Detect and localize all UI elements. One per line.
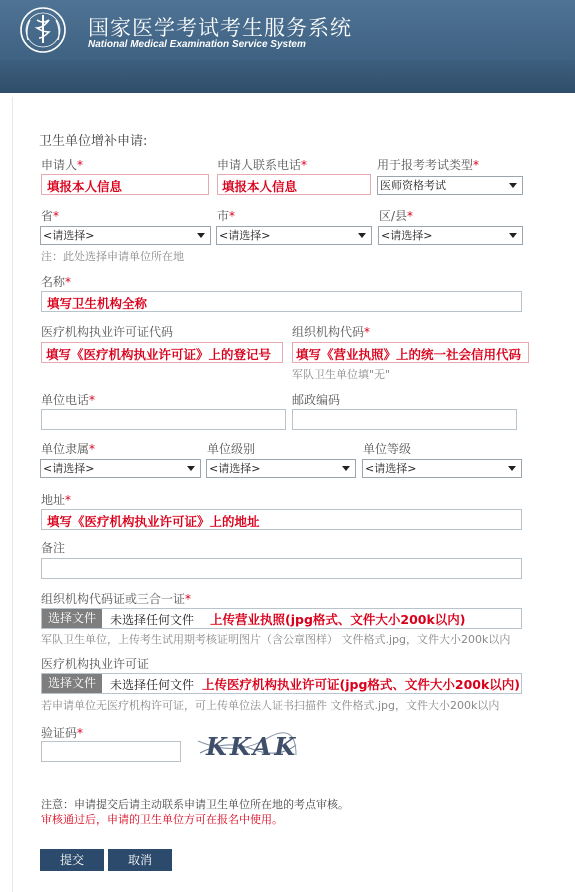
city-select[interactable]: <请选择> [216,226,372,245]
license-cert-label: 医疗机构执业许可证 [41,657,150,671]
org-code-value: 填写《营业执照》上的统一社会信用代码 [296,347,522,362]
application-form [12,97,562,892]
chevron-down-icon [509,183,517,188]
medical-exam-logo [18,6,68,54]
license-code-value: 填写《医疗机构执业许可证》上的登记号 [46,347,272,362]
form-section-title: 卫生单位增补申请: [39,134,148,149]
city-label: 市* [217,209,236,223]
county-select[interactable]: <请选择> [378,226,523,245]
chevron-down-icon [342,466,350,471]
cancel-button[interactable]: 取消 [108,849,172,871]
remark-input[interactable] [41,558,522,579]
chevron-down-icon [358,233,366,238]
chevron-down-icon [508,466,516,471]
license-code-label: 医疗机构执业许可证代码 [41,325,174,339]
province-label: 省* [41,209,60,223]
name-label: 名称* [41,275,72,289]
header-band [0,60,575,93]
level-label: 单位级别 [207,442,256,456]
org-cert-choose-file-button[interactable]: 选择文件 [42,609,102,628]
postcode-input[interactable] [292,409,517,430]
submit-button[interactable]: 提交 [40,849,104,871]
org-cert-note: 上传营业执照(jpg格式、文件大小200k以内) [210,612,466,627]
exam-type-label: 用于报考考试类型* [377,158,480,172]
applicant-phone-input[interactable] [217,174,371,195]
org-code-input[interactable] [292,342,529,363]
chevron-down-icon [509,233,517,238]
app-title: 国家医学考试考生服务系统 [88,16,352,40]
postcode-label: 邮政编码 [292,393,341,407]
applicant-phone-label: 申请人联系电话* [217,158,308,172]
notice-line-2: 审核通过后，申请的卫生单位方可在报名中使用。 [41,813,283,826]
unit-phone-input[interactable] [41,409,286,430]
chevron-down-icon [197,233,205,238]
license-cert-choose-file-button[interactable]: 选择文件 [42,674,102,693]
org-cert-upload [41,608,522,629]
license-cert-file-status: 未选择任何文件 [110,678,195,692]
applicant-input[interactable] [41,174,209,195]
captcha-text: KKAK [206,732,299,761]
org-cert-file-status: 未选择任何文件 [110,613,195,627]
org-cert-label: 组织机构代码证或三合一证* [41,592,192,606]
address-label: 地址* [41,493,72,507]
affiliation-label: 单位隶属* [41,442,96,456]
unit-phone-label: 单位电话* [41,393,96,407]
captcha-input[interactable] [41,741,181,762]
level-select[interactable]: <请选择> [206,459,356,478]
name-value: 填写卫生机构全称 [47,296,148,311]
remark-label: 备注 [41,541,66,555]
captcha-label: 验证码* [41,726,84,740]
address-input[interactable] [41,509,522,530]
license-cert-note: 上传医疗机构执业许可证(jpg格式、文件大小200k以内) [202,677,521,692]
org-code-label: 组织机构代码* [292,325,371,339]
affiliation-select[interactable]: <请选择> [40,459,201,478]
license-code-input[interactable] [41,342,283,363]
province-select[interactable]: <请选择> [40,226,211,245]
grade-label: 单位等级 [363,442,412,456]
location-hint: 注：此处选择申请单位所在地 [41,250,184,263]
captcha-image[interactable] [196,727,298,767]
notice-line-1: 注意：申请提交后请主动联系申请卫生单位所在地的考点审核。 [41,798,349,811]
name-input[interactable] [41,291,522,312]
applicant-value: 填报本人信息 [47,179,123,194]
county-label: 区/县* [379,209,414,223]
applicant-phone-value: 填报本人信息 [222,179,298,194]
address-value: 填写《医疗机构执业许可证》上的地址 [47,514,260,529]
org-cert-hint: 军队卫生单位，上传考生试用期考核证明图片（含公章图样） 文件格式.jpg，文件大小200k以内 [41,633,511,646]
app-subtitle: National Medical Examination Service System [88,39,306,50]
chevron-down-icon [187,466,195,471]
app-header [0,0,575,60]
org-code-hint: 军队卫生单位填"无" [292,368,391,381]
exam-type-select[interactable]: 医师资格考试 [377,176,523,195]
license-cert-upload [41,673,522,694]
applicant-label: 申请人* [41,158,84,172]
license-cert-hint: 若申请单位无医疗机构许可证，可上传单位法人证书扫描件 文件格式.jpg，文件大小200k以内 [41,699,500,712]
grade-select[interactable]: <请选择> [362,459,522,478]
